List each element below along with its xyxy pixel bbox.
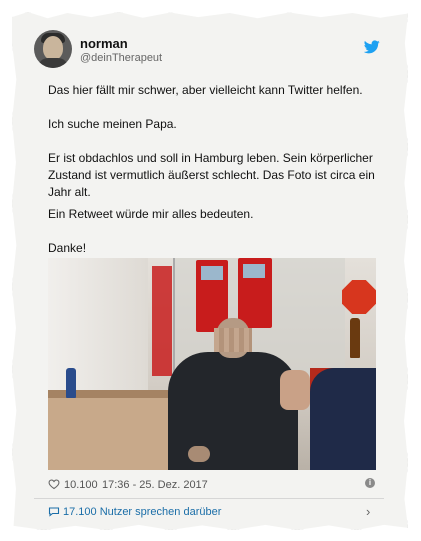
like-count: 10.100 <box>64 479 98 491</box>
photo-arm-sleeve <box>310 368 376 470</box>
tweet-paragraph: Er ist obdachlos und soll in Hamburg leben. Sein körperlicher Zustand ist vermutlich äußerst schlecht. Das Foto ist circa ein Jahr alt. <box>48 151 375 199</box>
conversation-link[interactable]: 17.100 Nutzer sprechen darüber <box>63 506 222 518</box>
author-name[interactable]: norman <box>80 36 128 51</box>
avatar-body <box>38 58 68 68</box>
tweet-timestamp[interactable]: 17:36 - 25. Dez. 2017 <box>102 479 208 491</box>
photo-thumbs-up-hand <box>280 370 310 410</box>
photo-machine-screen <box>201 266 223 280</box>
photo-bottle <box>350 318 360 358</box>
tweet-photo[interactable] <box>48 258 376 470</box>
photo-bottle <box>66 368 76 398</box>
tweet-paragraph: Danke! <box>48 241 87 255</box>
photo-octagon-sign <box>342 280 376 314</box>
twitter-bird-icon[interactable] <box>364 40 380 54</box>
heart-icon[interactable] <box>48 478 60 490</box>
tweet-paragraph: Ich suche meinen Papa. <box>48 117 177 131</box>
photo-man-hand <box>188 446 210 462</box>
tweet-paragraph: Das hier fällt mir schwer, aber vielleicht kann Twitter helfen. <box>48 83 363 97</box>
speech-bubble-icon[interactable] <box>48 506 60 517</box>
divider <box>34 498 384 499</box>
chevron-right-icon[interactable]: › <box>366 504 371 519</box>
photo-machine-screen <box>243 264 265 278</box>
tweet-paragraph: Ein Retweet würde mir alles bedeuten. <box>48 207 254 221</box>
photo-censor-blur <box>214 328 252 352</box>
avatar[interactable] <box>34 30 72 68</box>
info-icon[interactable]: i <box>365 478 375 488</box>
author-handle[interactable]: @deinTherapeut <box>80 52 163 64</box>
avatar-face <box>43 36 63 60</box>
